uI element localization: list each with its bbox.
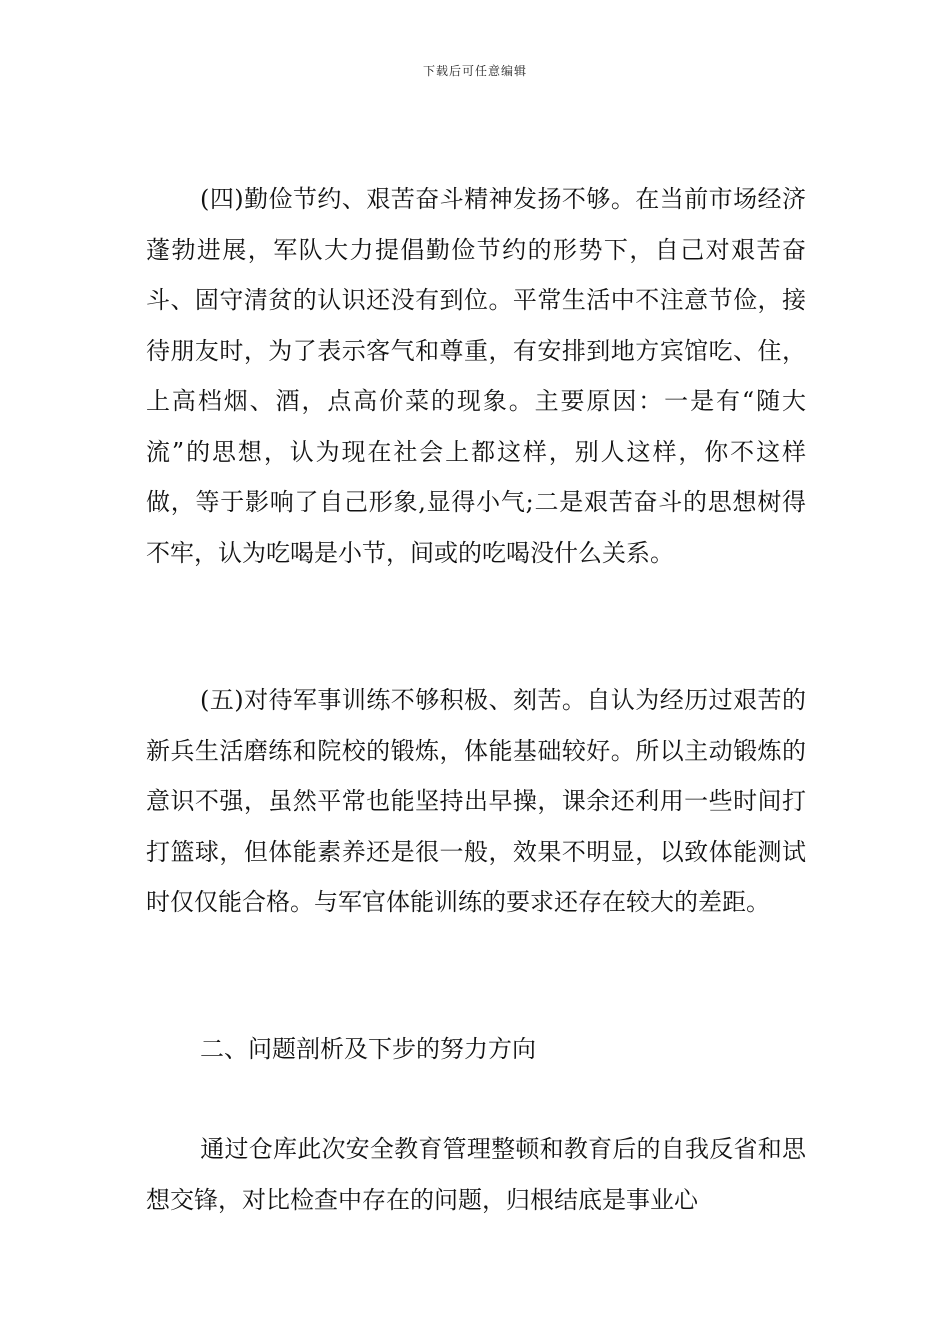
paragraph-closing-text: 通过仓库此次安全教育管理整顿和教育后的自我反省和思想交锋，对比检查中存在的问题，归根结底是事业心	[146, 1135, 806, 1214]
section-heading	[146, 1024, 806, 1075]
paragraph-closing	[146, 1124, 806, 1225]
paragraph-five-text: (五)对待军事训练不够积极、刻苦。自认为经历过艰苦的新兵生活磨练和院校的锻炼，体能基础较好。所以主动锻炼的意识不强，虽然平常也能坚持出早操，课余还利用一些时间打打篮球，但体能素养还是很一般，效果不明显，以致体能测试时仅仅能合格。与军官体能训练的要求还存在较大的差距。	[146, 686, 806, 916]
paragraph-four	[146, 174, 806, 578]
page-header-note: 下载后可任意编辑	[422, 64, 527, 78]
section-heading-text: 二、问题剖析及下步的努力方向	[200, 1035, 536, 1063]
paragraph-four-text: (四)勤俭节约、艰苦奋斗精神发扬不够。在当前市场经济蓬勃进展，军队大力提倡勤俭节约的形势下，自己对艰苦奋斗、固守清贫的认识还没有到位。平常生活中不注意节俭，接待朋友时，为了表示客气和尊重，有安排到地方宾馆吃、住，上高档烟、酒，点高价菜的现象。主要原因：一是有“随大流”的思想，认为现在社会上都这样，别人这样，你不这样做，等于影响了自己形象,显得小气;二是艰苦奋斗的思想树得不牢，认为吃喝是小节，间或的吃喝没什么关系。	[146, 185, 806, 567]
paragraph-five	[146, 675, 806, 928]
